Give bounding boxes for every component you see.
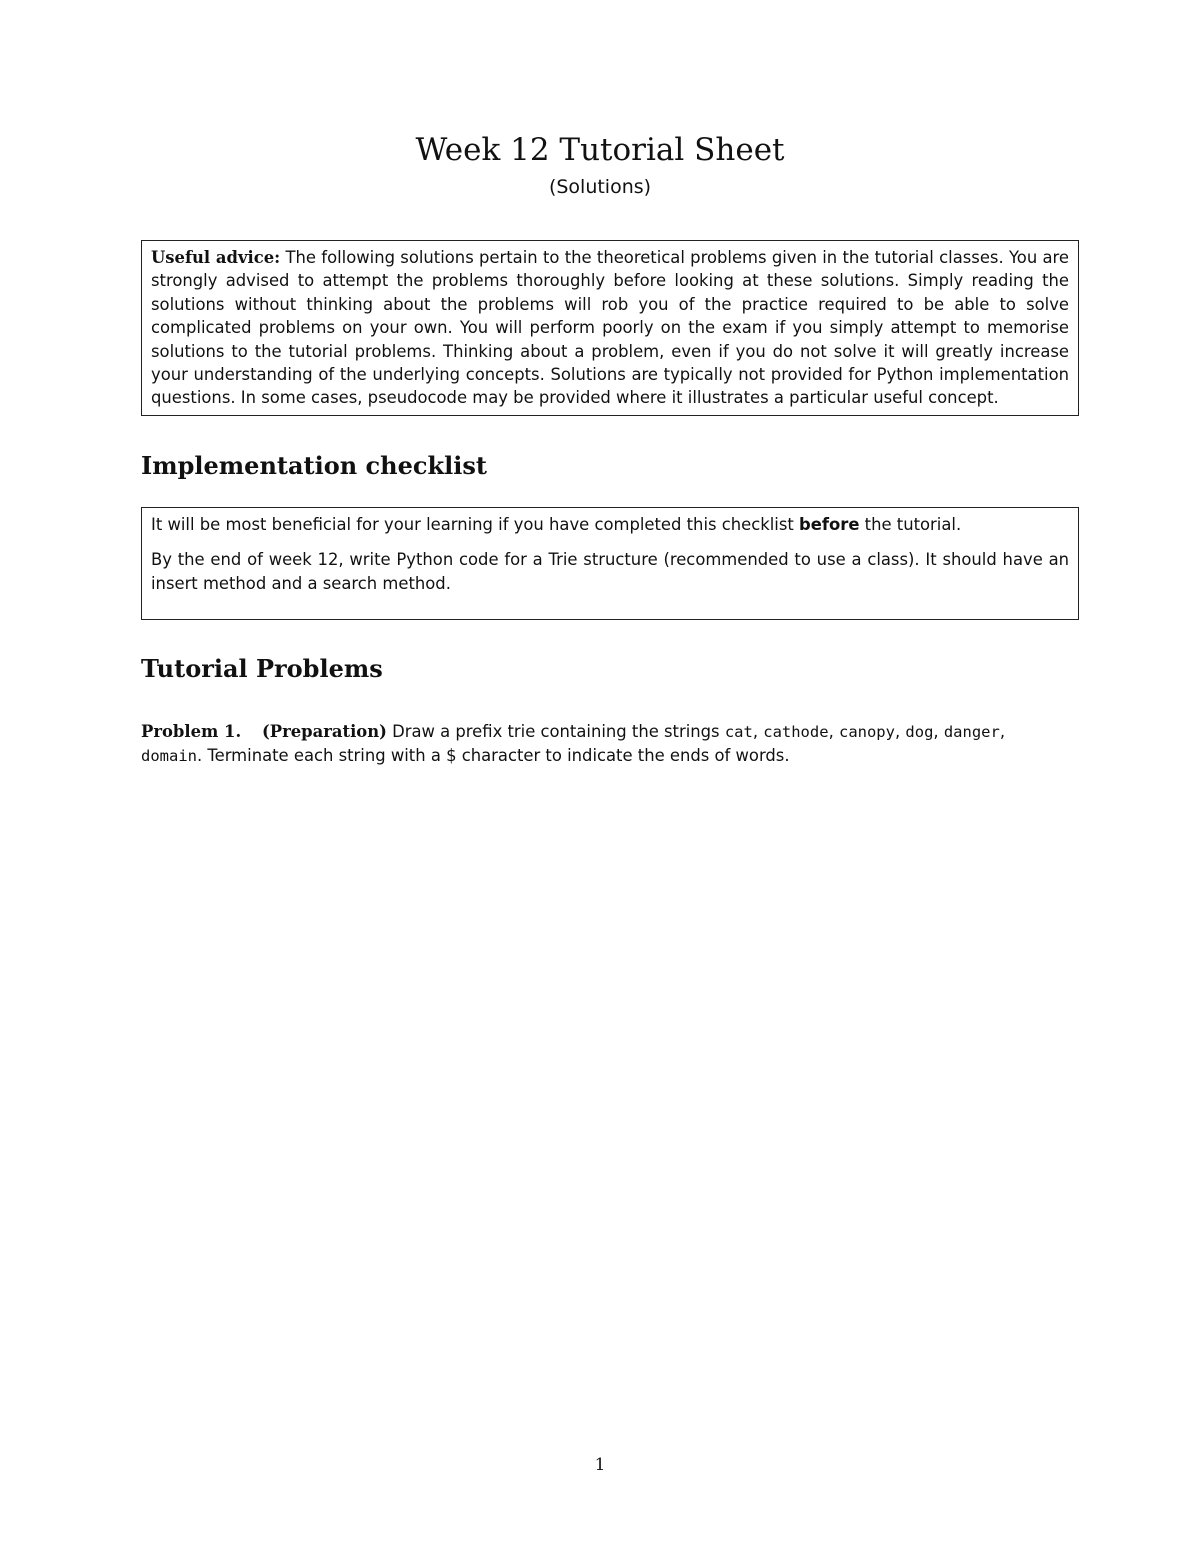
problem-1 (141, 720, 1061, 769)
advice-text: The following solutions pertain to the theoretical problems given in the tutorial classes. You are strongly advised to attempt the problems thoroughly before looking at these solutions. Simply reading the solutions without thinking about the problems will rob you of the practice required to be able to solve complicated problems on your own. You will perform poorly on the exam if you simply attempt to memorise solutions to the tutorial problems. Thinking about a problem, even if you do not solve it will greatly increase your understanding of the underlying concepts. Solutions are typically not provided for Python implementation questions. In some cases, pseudocode may be provided where it illustrates a particular useful concept. (151, 248, 1070, 408)
page-title: Week 12 Tutorial Sheet (415, 132, 785, 168)
tutorial-problems-heading: Tutorial Problems (141, 654, 383, 683)
problem-1-label: Problem 1. (141, 722, 242, 741)
problem-1-text-after: . Terminate each string with a $ character to indicate the ends of words. (197, 746, 790, 766)
string-dog: dog (905, 723, 934, 741)
implementation-checklist-heading: Implementation checklist (141, 451, 487, 480)
checklist-intro-bold: before (799, 515, 860, 534)
checklist-box (141, 507, 1079, 620)
checklist-task: By the end of week 12, write Python code for a Trie structure (recommended to use a class). It should have an insert method and a search method. (151, 550, 1069, 593)
string-canopy: canopy (838, 723, 895, 741)
page-number: 1 (594, 1455, 606, 1475)
problem-1-tag: (Preparation) (262, 722, 387, 741)
advice-box (141, 240, 1079, 416)
separator: , (933, 722, 944, 741)
page-subtitle: (Solutions) (548, 176, 652, 198)
problem-1-text-before: Draw a prefix trie containing the strings (386, 722, 725, 741)
separator: , (828, 722, 839, 741)
checklist-intro-after: the tutorial. (859, 515, 962, 534)
string-cat: cat (724, 723, 753, 741)
string-cathode: cathode (763, 723, 829, 741)
advice-label: Useful advice: (151, 248, 281, 267)
string-danger: danger (943, 723, 1000, 741)
separator: , (999, 722, 1006, 741)
separator: , (894, 722, 906, 741)
checklist-intro-before: It will be most beneficial for your learning if you have completed this checklist (151, 515, 800, 534)
string-domain: domain (141, 747, 197, 766)
checklist-intro (151, 513, 1069, 536)
separator: , (752, 722, 764, 741)
